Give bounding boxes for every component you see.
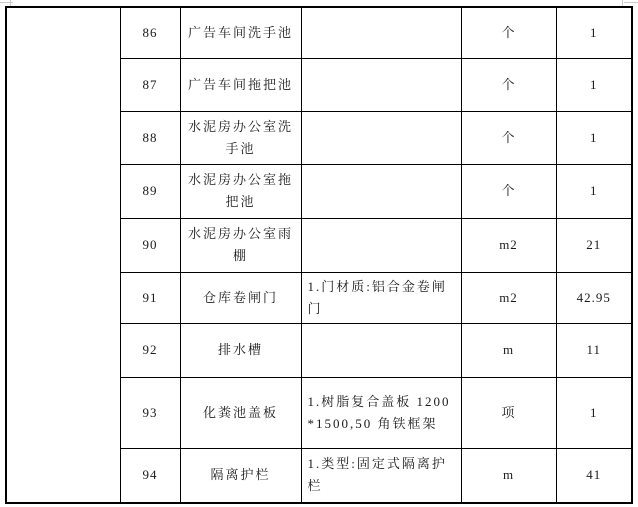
item-name-cell: 广告车间拖把池: [180, 58, 301, 111]
item-name-cell: 广告车间洗手池: [180, 7, 301, 58]
item-no-cell: 92: [120, 323, 180, 377]
item-no-cell: 86: [120, 7, 180, 58]
unit-cell: m2: [461, 218, 556, 272]
table-row: [6, 7, 632, 58]
item-no-cell: 93: [120, 377, 180, 448]
spec-cell: [301, 111, 461, 164]
unit-cell: m2: [461, 272, 556, 323]
gridline-remnant-right-horizontal: [624, 2, 638, 3]
unit-cell: 个: [461, 7, 556, 58]
spec-cell: [301, 323, 461, 377]
qty-cell: 1: [556, 377, 632, 448]
spec-cell: [301, 58, 461, 111]
spec-cell: [301, 218, 461, 272]
item-no-cell: 91: [120, 272, 180, 323]
unit-cell: 个: [461, 111, 556, 164]
item-name-cell: 化粪池盖板: [180, 377, 301, 448]
qty-cell: 11: [556, 323, 632, 377]
qty-cell: 21: [556, 218, 632, 272]
qty-cell: 1: [556, 164, 632, 218]
spec-cell: [301, 7, 461, 58]
spec-cell: 1.类型:固定式隔离护栏: [301, 448, 461, 503]
item-no-cell: 88: [120, 111, 180, 164]
qty-cell: 1: [556, 111, 632, 164]
item-no-cell: 90: [120, 218, 180, 272]
item-no-cell: 87: [120, 58, 180, 111]
unit-cell: m: [461, 323, 556, 377]
item-name-cell: 排水槽: [180, 323, 301, 377]
item-no-cell: 94: [120, 448, 180, 503]
unit-cell: 个: [461, 58, 556, 111]
qty-cell: 1: [556, 7, 632, 58]
left-empty-merged-cell: [6, 7, 120, 503]
gridline-remnant-left-horizontal: [0, 2, 13, 3]
qty-cell: 42.95: [556, 272, 632, 323]
unit-cell: 个: [461, 164, 556, 218]
item-no-cell: 89: [120, 164, 180, 218]
item-name-cell: 仓库卷闸门: [180, 272, 301, 323]
qty-cell: 1: [556, 58, 632, 111]
boq-table: [5, 6, 633, 504]
item-name-cell: 水泥房办公室洗手池: [180, 111, 301, 164]
spec-cell: [301, 164, 461, 218]
item-name-cell: 水泥房办公室拖把池: [180, 164, 301, 218]
unit-cell: 项: [461, 377, 556, 448]
item-name-cell: 隔离护栏: [180, 448, 301, 503]
spec-cell: 1.门材质:铝合金卷闸门: [301, 272, 461, 323]
spec-cell: 1.树脂复合盖板 1200*1500,50 角铁框架: [301, 377, 461, 448]
item-name-cell: 水泥房办公室雨棚: [180, 218, 301, 272]
qty-cell: 41: [556, 448, 632, 503]
unit-cell: m: [461, 448, 556, 503]
